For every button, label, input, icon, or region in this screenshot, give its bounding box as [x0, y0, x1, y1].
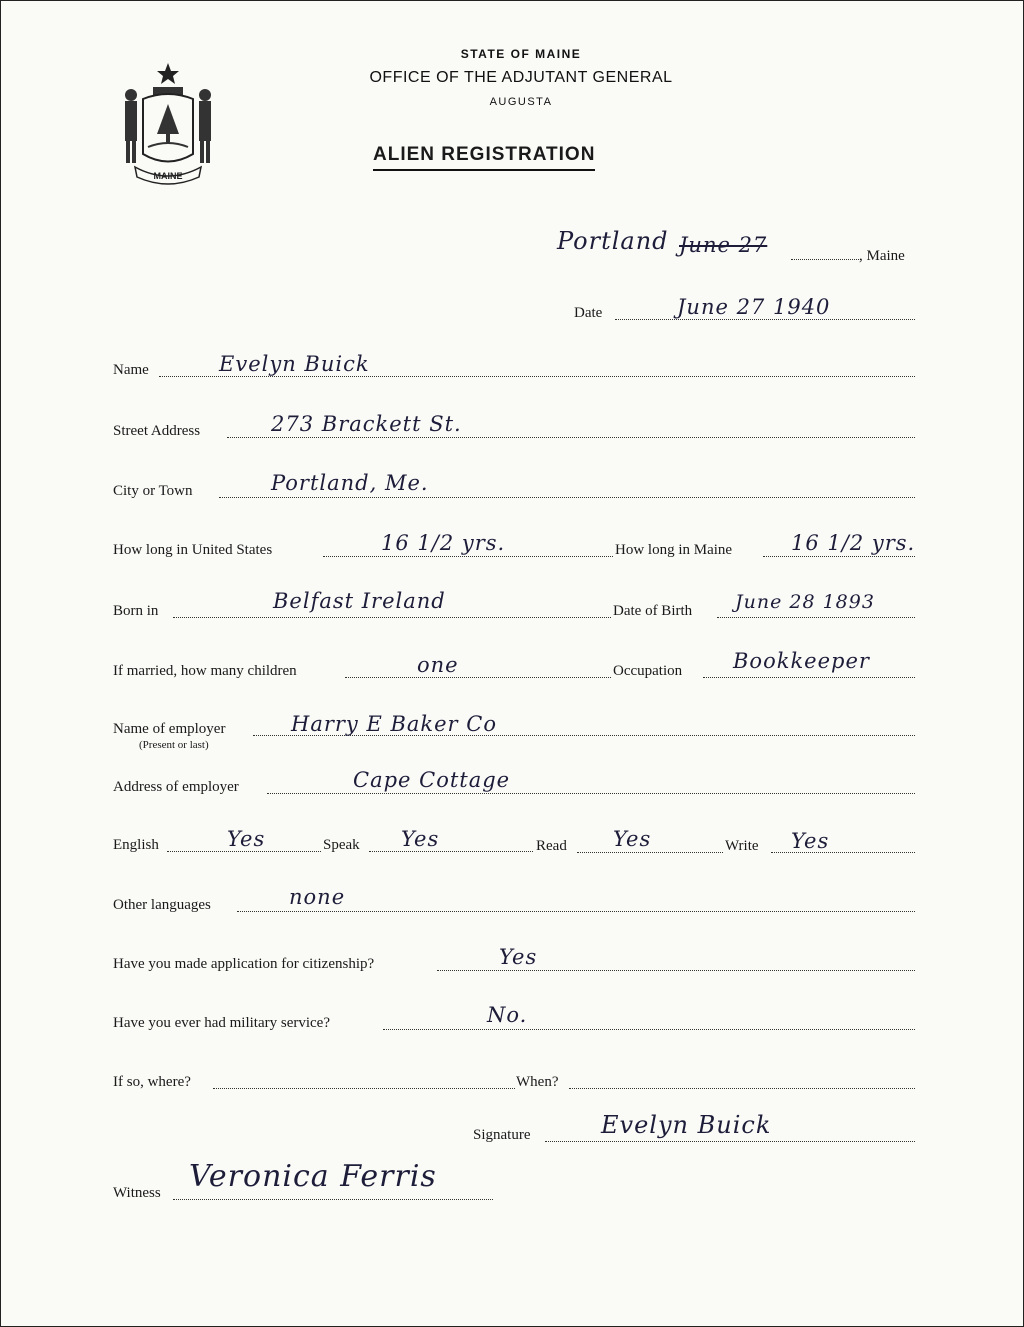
place-city-value: Portland — [557, 227, 669, 255]
street-dots — [227, 437, 915, 438]
place-suffix: , Maine — [859, 248, 905, 264]
when-label: When? — [516, 1074, 559, 1090]
witness-label: Witness — [113, 1185, 161, 1201]
military-label: Have you ever had military service? — [113, 1015, 330, 1031]
born-dots — [173, 617, 611, 618]
english-dots — [167, 851, 321, 852]
city-dots — [219, 497, 915, 498]
street-label: Street Address — [113, 423, 201, 439]
citizenship-dots — [437, 970, 915, 971]
name-dots — [159, 376, 915, 377]
born-label: Born in — [113, 603, 159, 619]
witness-value: Veronica Ferris — [189, 1159, 437, 1194]
military-dots — [383, 1029, 915, 1030]
date-value: June 27 1940 — [677, 295, 831, 319]
employer-address-label: Address of employer — [113, 779, 239, 795]
occupation-label: Occupation — [613, 663, 683, 679]
speak-value: Yes — [401, 827, 440, 851]
children-value: one — [417, 653, 459, 677]
city-label: City or Town — [113, 483, 193, 499]
maine-seal-icon — [113, 59, 223, 189]
date-label: Date — [574, 305, 603, 321]
occupation-dots — [703, 677, 915, 678]
english-label: English — [113, 837, 159, 853]
place-dots — [791, 259, 861, 260]
name-label: Name — [113, 362, 149, 378]
dob-dots — [717, 617, 915, 618]
maine-years-dots — [763, 556, 915, 557]
us-years-value: 16 1/2 yrs. — [381, 531, 506, 555]
other-languages-dots — [237, 911, 915, 912]
children-dots — [345, 677, 611, 678]
when-dots — [569, 1088, 915, 1089]
form-title: ALIEN REGISTRATION — [373, 144, 595, 171]
occupation-value: Bookkeeper — [733, 649, 870, 673]
place-struck-value: June 27 — [679, 233, 768, 257]
born-value: Belfast Ireland — [273, 589, 446, 613]
city-value: Portland, Me. — [271, 471, 429, 495]
citizenship-label: Have you made application for citizenship? — [113, 956, 375, 972]
office-heading: OFFICE OF THE ADJUTANT GENERAL — [369, 69, 673, 86]
write-value: Yes — [791, 829, 830, 853]
employer-value: Harry E Baker Co — [291, 712, 497, 736]
dob-value: June 28 1893 — [735, 591, 875, 613]
name-value: Evelyn Buick — [219, 352, 370, 376]
where-label: If so, where? — [113, 1074, 191, 1090]
us-years-label: How long in United States — [113, 542, 273, 558]
english-value: Yes — [227, 827, 266, 851]
other-languages-value: none — [289, 885, 346, 909]
signature-dots — [545, 1141, 915, 1142]
other-languages-label: Other languages — [113, 897, 211, 913]
employer-address-dots — [267, 793, 915, 794]
us-years-dots — [323, 556, 613, 557]
date-dots — [615, 319, 915, 320]
street-value: 273 Brackett St. — [271, 412, 462, 436]
citizenship-value: Yes — [499, 945, 538, 969]
read-label: Read — [536, 838, 567, 854]
signature-label: Signature — [473, 1127, 531, 1143]
read-dots — [577, 852, 723, 853]
witness-dots — [173, 1199, 493, 1200]
city-heading: AUGUSTA — [489, 96, 553, 108]
where-dots — [213, 1088, 515, 1089]
children-label: If married, how many children — [113, 663, 297, 679]
seal-label: MAINE — [153, 171, 183, 181]
employer-address-value: Cape Cottage — [353, 768, 511, 792]
write-label: Write — [725, 838, 759, 854]
signature-value: Evelyn Buick — [601, 1111, 772, 1139]
maine-years-value: 16 1/2 yrs. — [791, 531, 916, 555]
state-heading: STATE OF MAINE — [460, 47, 582, 61]
employer-label: Name of employer — [113, 721, 226, 737]
read-value: Yes — [613, 827, 652, 851]
dob-label: Date of Birth — [613, 603, 693, 619]
speak-dots — [369, 851, 533, 852]
employer-sublabel: (Present or last) — [139, 739, 209, 751]
military-value: No. — [487, 1003, 528, 1027]
maine-years-label: How long in Maine — [615, 542, 733, 558]
speak-label: Speak — [323, 837, 360, 853]
